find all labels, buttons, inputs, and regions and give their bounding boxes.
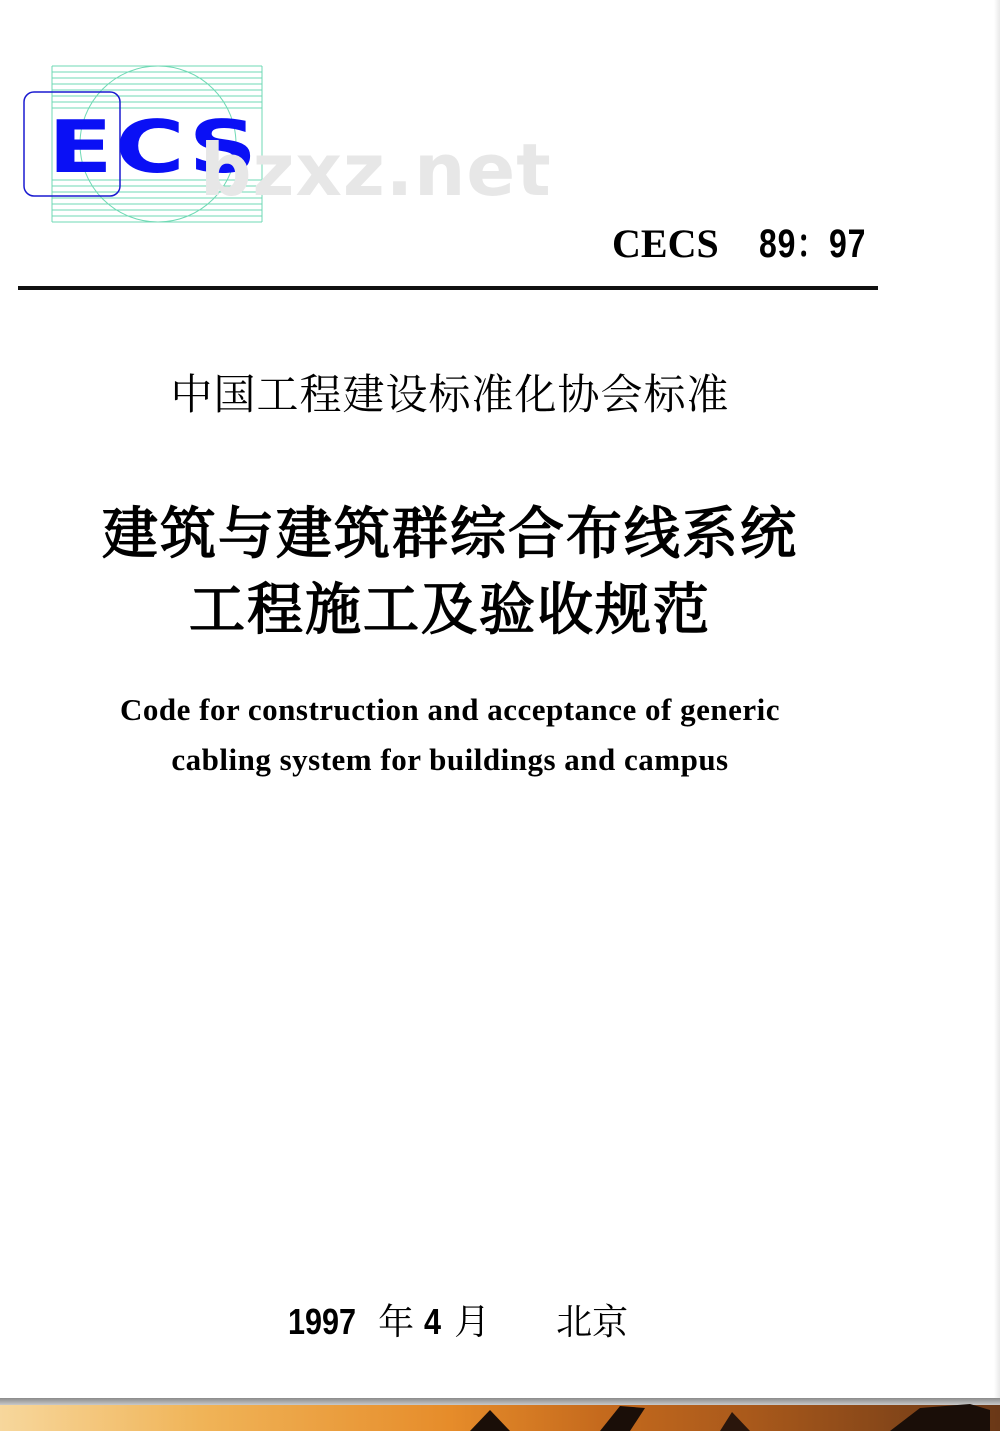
publication-year: 1997 xyxy=(288,1301,357,1342)
publication-month-unit: 月 xyxy=(454,1302,491,1343)
title-zh-line1: 建筑与建筑群综合布线系统 xyxy=(102,502,798,567)
publication-year-unit: 年 xyxy=(378,1302,415,1343)
standard-code xyxy=(612,212,893,269)
title-zh-line2: 工程施工及验收规范 xyxy=(189,578,711,643)
standard-code-prefix: CECS xyxy=(612,221,719,266)
standard-code-number: 89：97 xyxy=(758,222,866,266)
page-edge-shadow xyxy=(994,0,1000,1400)
title-en-line1: Code for construction and acceptance of generic xyxy=(119,692,781,727)
publication-city: 北京 xyxy=(556,1302,629,1343)
header-rule xyxy=(18,286,878,290)
publication-month: 4 xyxy=(424,1301,442,1342)
bottom-silhouette xyxy=(470,1400,990,1431)
title-en-line2: cabling system for buildings and campus xyxy=(171,742,729,777)
watermark-text: bzxz.net xyxy=(200,128,552,212)
logo-text: ECS xyxy=(47,105,260,189)
association-name: 中国工程建设标准化协会标准 xyxy=(170,370,730,419)
publication-footer xyxy=(288,1294,628,1345)
